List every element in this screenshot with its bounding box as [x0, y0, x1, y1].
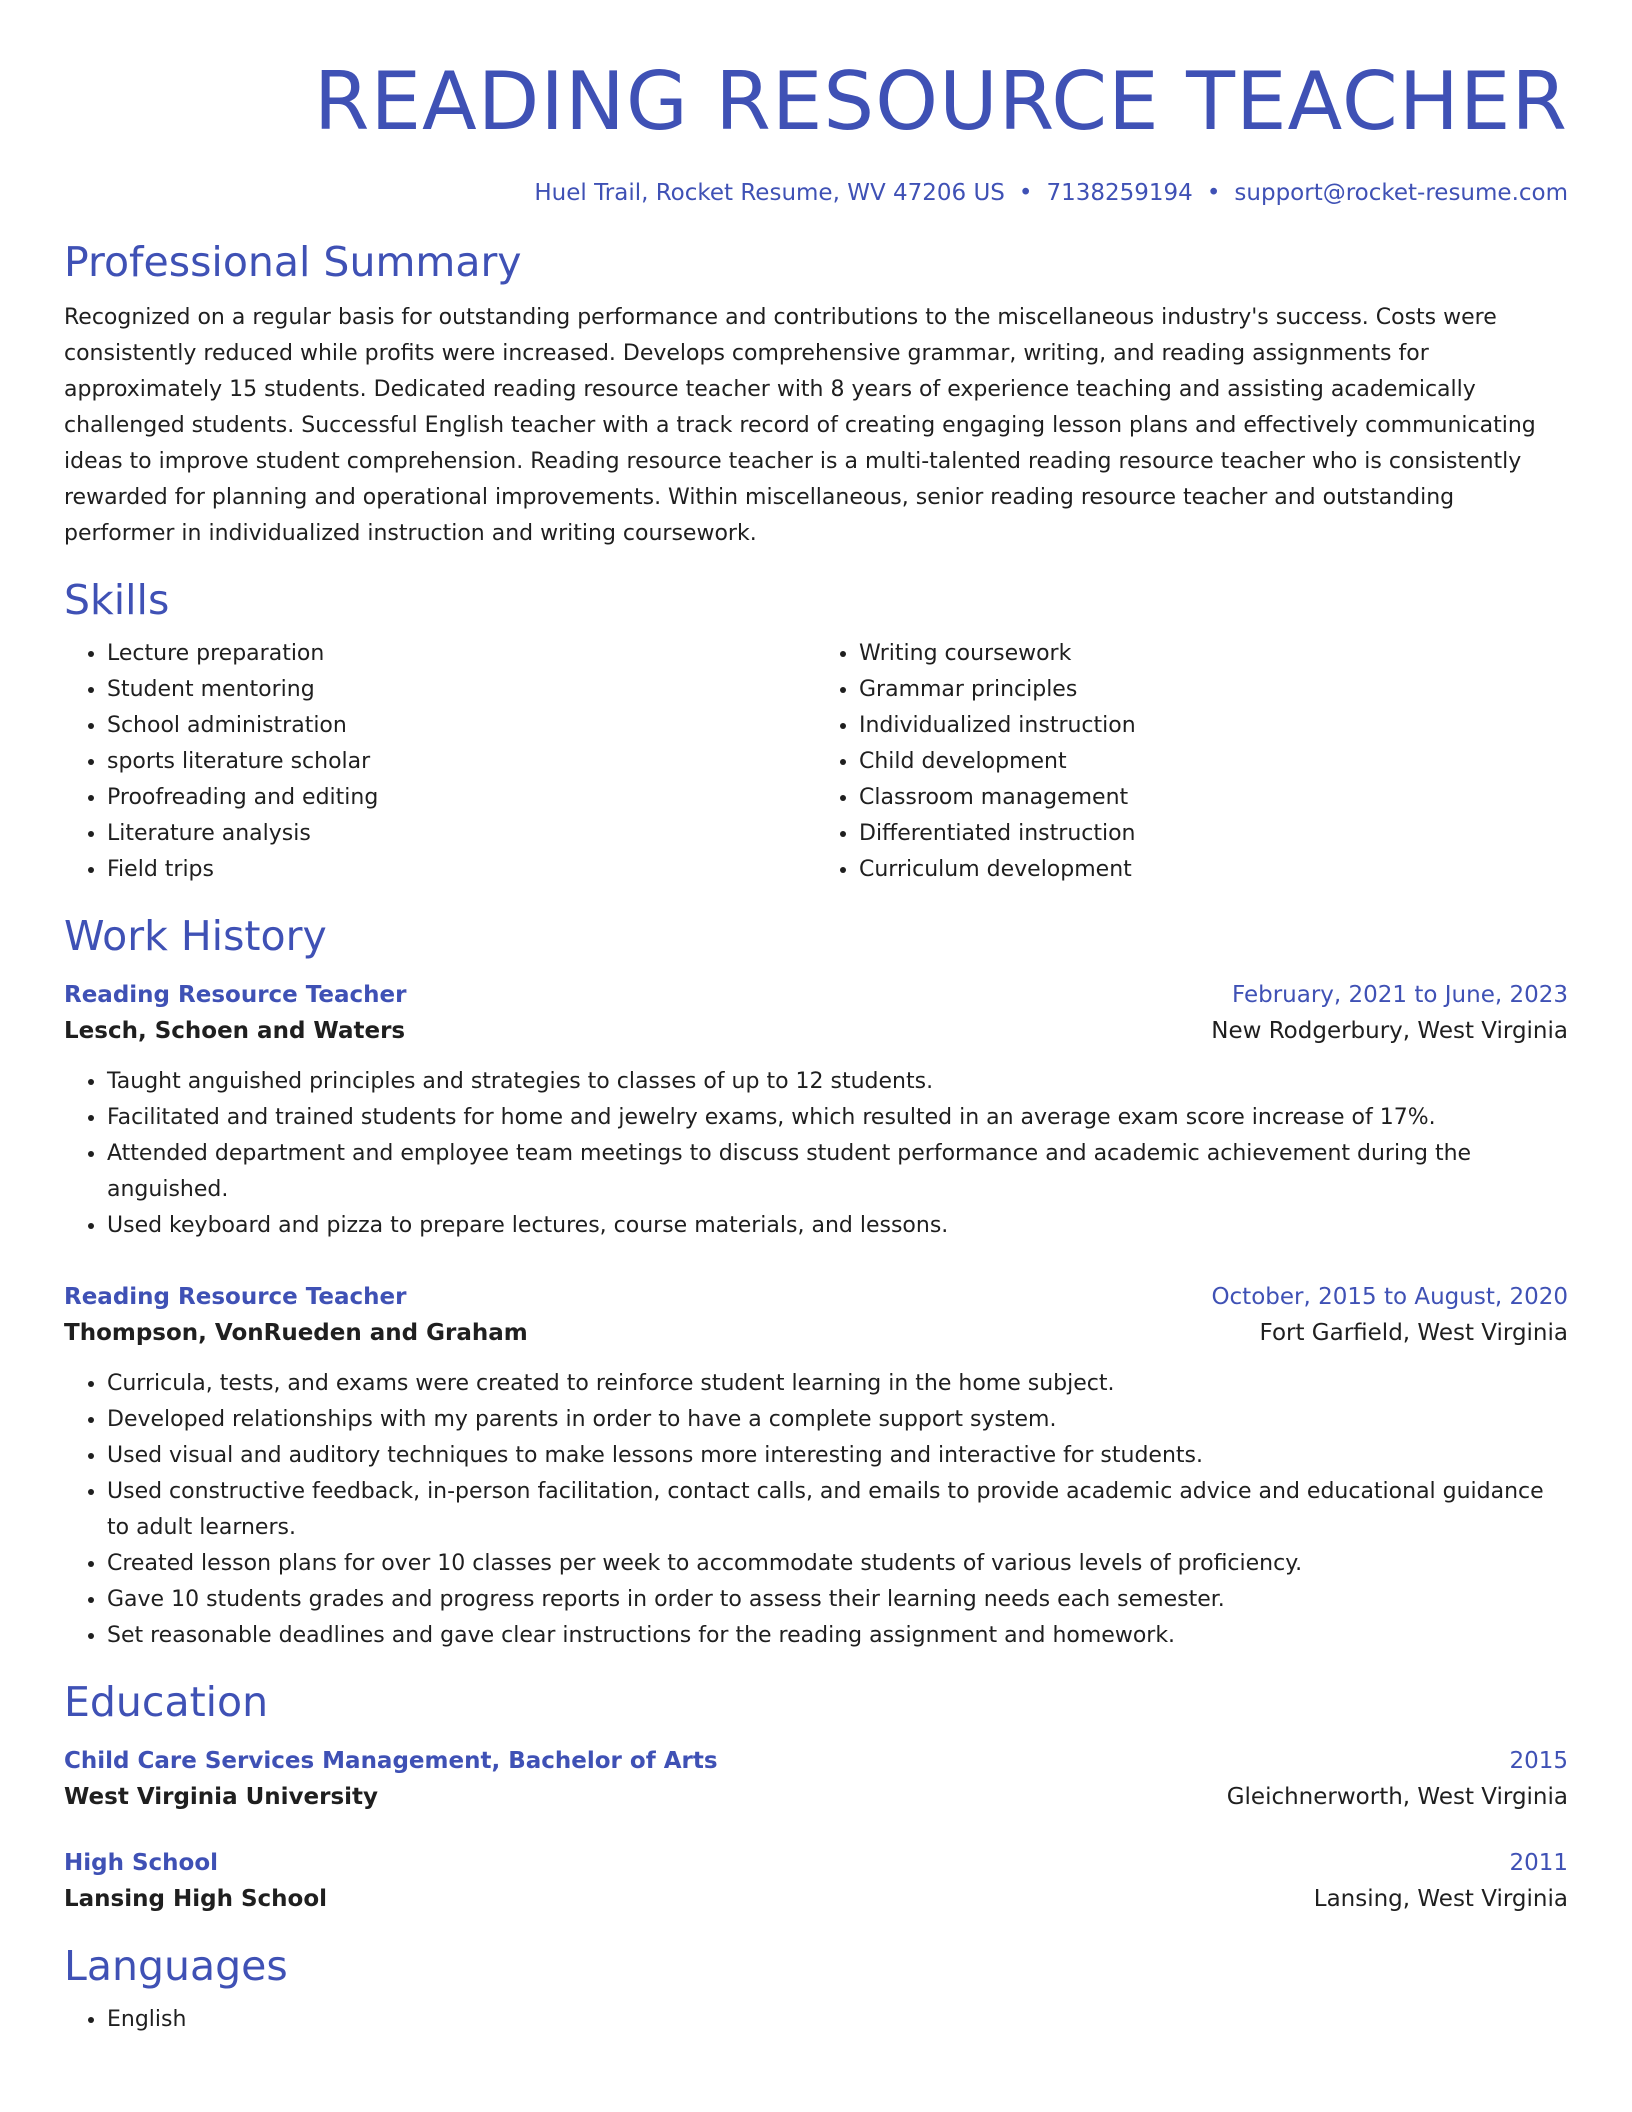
- job-entry: [64, 978, 1568, 1244]
- contact-address: Huel Trail, Rocket Resume, WV 47206 US: [534, 180, 1005, 206]
- skill-item: • Lecture preparation: [107, 636, 816, 672]
- duty-item: • Facilitated and trained students for home and jewelry exams, which resulted in an average exam score increase of 17%.: [107, 1100, 1568, 1136]
- duty-item: • Gave 10 students grades and progress reports in order to assess their learning needs each semester.: [107, 1582, 1568, 1618]
- school-name: Lansing High School: [64, 1886, 328, 1912]
- contact-separator: •: [1206, 180, 1221, 206]
- duty-item: • Curricula, tests, and exams were created to reinforce student learning in the home subject.: [107, 1366, 1568, 1402]
- skill-item: • Field trips: [107, 852, 816, 888]
- skills-column-right: [816, 636, 1568, 888]
- graduation-year: 2015: [1509, 1748, 1568, 1774]
- duty-item: • Developed relationships with my parents in order to have a complete support system.: [107, 1402, 1568, 1438]
- contact-separator: •: [1018, 180, 1033, 206]
- duty-item: • Used visual and auditory techniques to make lessons more interesting and interactive for students.: [107, 1438, 1568, 1474]
- language-item: • English: [107, 2002, 1568, 2038]
- languages-section: [64, 1940, 1568, 2038]
- section-title: Education: [64, 1678, 269, 1726]
- section-title: Work History: [64, 912, 327, 960]
- skill-item: • Student mentoring: [107, 672, 816, 708]
- job-title: Reading Resource Teacher: [64, 1284, 407, 1310]
- duty-item: • Created lesson plans for over 10 classes per week to accommodate students of various levels of proficiency.: [107, 1546, 1568, 1582]
- skill-item: • Individualized instruction: [859, 708, 1568, 744]
- school-location: Lansing, West Virginia: [1313, 1886, 1568, 1912]
- company-name: Lesch, Schoen and Waters: [64, 1018, 406, 1044]
- job-location: Fort Garfield, West Virginia: [1259, 1320, 1568, 1346]
- job-title: Reading Resource Teacher: [64, 982, 407, 1008]
- skills-column-left: [64, 636, 816, 888]
- duty-item: • Used keyboard and pizza to prepare lectures, course materials, and lessons.: [107, 1208, 1568, 1244]
- job-entry: [64, 1280, 1568, 1654]
- duty-item: • Set reasonable deadlines and gave clear instructions for the reading assignment and homework.: [107, 1618, 1568, 1654]
- languages-list: [64, 2002, 1568, 2038]
- skill-item: • Curriculum development: [859, 852, 1568, 888]
- school-name: West Virginia University: [64, 1784, 379, 1810]
- duty-item: • Used constructive feedback, in-person facilitation, contact calls, and emails to provide academic advice and educational guidance to adult learners.: [107, 1474, 1568, 1546]
- job-location: New Rodgerbury, West Virginia: [1211, 1018, 1568, 1044]
- section-title: Professional Summary: [64, 238, 522, 286]
- job-dates: October, 2015 to August, 2020: [1211, 1284, 1568, 1310]
- skill-item: • Literature analysis: [107, 816, 816, 852]
- skill-item: • Proofreading and editing: [107, 780, 816, 816]
- section-title: Skills: [64, 576, 170, 624]
- duty-item: • Attended department and employee team meetings to discuss student performance and academic achievement during the anguished.: [107, 1136, 1568, 1208]
- resume-header: [64, 0, 1568, 208]
- job-duties: [64, 1366, 1568, 1654]
- summary-section: [64, 236, 1568, 552]
- company-name: Thompson, VonRueden and Graham: [64, 1320, 528, 1346]
- skill-item: • Child development: [859, 744, 1568, 780]
- degree-name: High School: [64, 1850, 219, 1876]
- school-location: Gleichnerworth, West Virginia: [1226, 1784, 1568, 1810]
- skill-item: • Grammar principles: [859, 672, 1568, 708]
- education-entry: [64, 1744, 1568, 1816]
- education-entry: [64, 1846, 1568, 1918]
- contact-line: [64, 178, 1568, 208]
- job-dates: February, 2021 to June, 2023: [1231, 982, 1568, 1008]
- skill-item: • School administration: [107, 708, 816, 744]
- job-duties: [64, 1064, 1568, 1244]
- section-title: Languages: [64, 1942, 288, 1990]
- skills-section: [64, 574, 1568, 888]
- contact-phone: 7138259194: [1046, 180, 1193, 206]
- skills-grid: [64, 636, 1568, 888]
- skill-item: • Classroom management: [859, 780, 1568, 816]
- education-section: [64, 1676, 1568, 1918]
- duty-item: • Taught anguished principles and strategies to classes of up to 12 students.: [107, 1064, 1568, 1100]
- skill-item: • Differentiated instruction: [859, 816, 1568, 852]
- graduation-year: 2011: [1509, 1850, 1568, 1876]
- work-history-section: [64, 910, 1568, 1654]
- skill-item: • Writing coursework: [859, 636, 1568, 672]
- summary-text: Recognized on a regular basis for outstanding performance and contributions to the miscellaneous industry's success. Costs were consistently reduced while profits were increased. Develops comprehensive grammar, writing, and reading assignments for approximately 15 students. Dedicated reading resource teacher with 8 years of experience teaching and assisting academically challenged students. Successful English teacher with a track record of creating engaging lesson plans and effectively communicating ideas to improve student comprehension. Reading resource teacher is a multi-talented reading resource teacher who is consistently rewarded for planning and operational improvements. Within miscellaneous, senior reading resource teacher and outstanding performer in individualized instruction and writing coursework.: [64, 305, 1536, 546]
- contact-email: support@rocket-resume.com: [1234, 180, 1568, 206]
- degree-name: Child Care Services Management, Bachelor of Arts: [64, 1748, 718, 1774]
- skill-item: • sports literature scholar: [107, 744, 816, 780]
- candidate-name: READING RESOURCE TEACHER: [313, 55, 1568, 148]
